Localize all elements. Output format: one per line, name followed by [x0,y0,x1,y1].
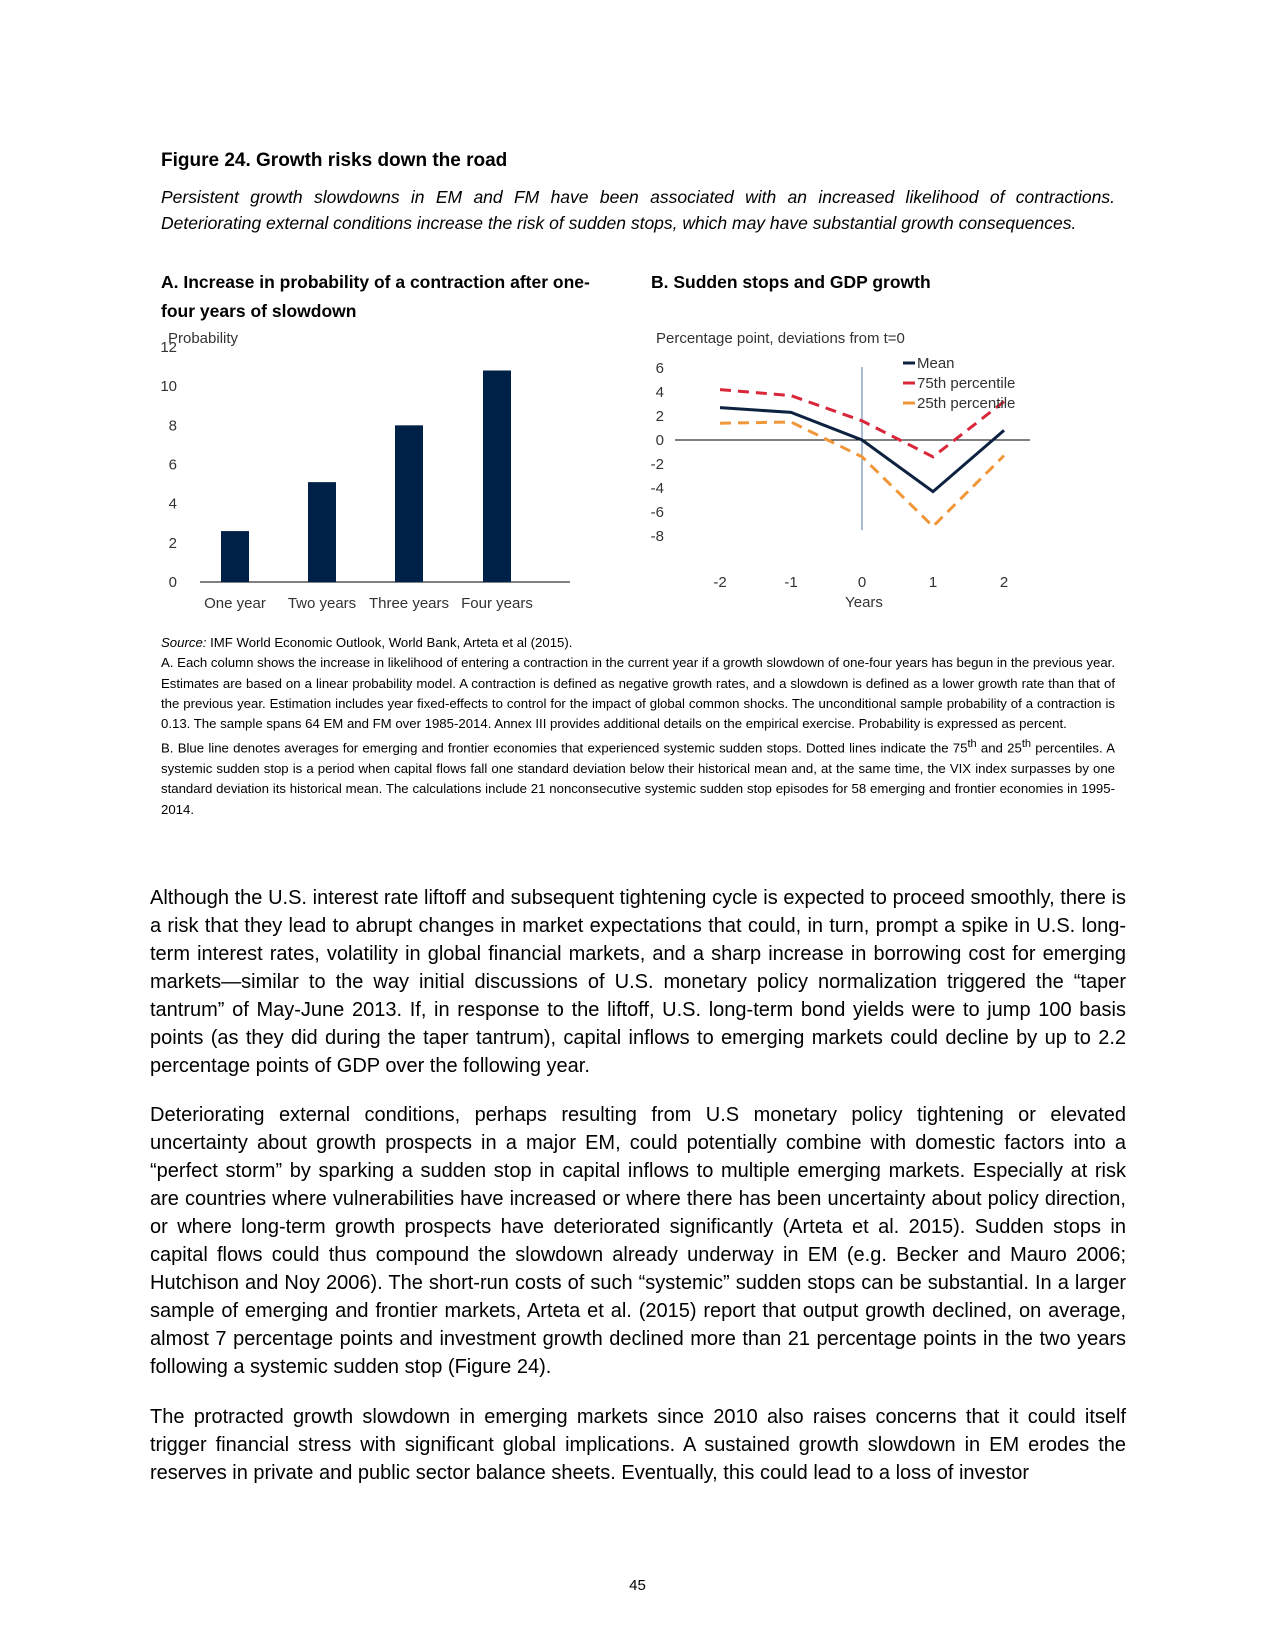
chart-b-ytick-5: -4 [650,480,664,497]
chart-b-ylabel: Percentage point, deviations from t=0 [656,330,905,347]
chart-b-ytick-2: 2 [655,408,664,425]
chart-a-ytick-1: 2 [168,534,177,552]
figure-notes [161,633,1115,820]
chart-a-ytick-6: 12 [160,339,177,356]
chart-b-ytick-7: -8 [650,528,664,545]
chart-a-ylabel: Probability [168,330,239,347]
bar-2 [395,425,423,582]
source-note [161,633,1115,653]
legend-label-1: 75th percentile [917,375,1016,392]
chart-a-xlabel-3: Four years [461,595,533,612]
source-text: IMF World Economic Outlook, World Bank, Arteta et al (2015). [206,635,573,650]
body-paragraph-3: The protracted growth slowdown in emerging markets since 2010 also raises concerns that it could itself trigger financial stress with significant global implications. A sustained growth slowdown in EM erodes the reserves in private and public sector balance sheets. Eventually, this could lead to a loss of investor [150,1406,1126,1484]
chart-a-xlabel-0: One year [204,595,266,612]
page-number: 45 [629,1577,646,1594]
source-label: Source: [161,635,207,650]
chart-a-xlabels [204,595,533,612]
note-b [161,734,1115,820]
legend-label-0: Mean [917,355,955,372]
chart-b-ytick-1: 4 [655,384,664,401]
note-b-part-1: B. Blue line denotes averages for emerging and frontier economies that experienced systemic sudden stops. Dotted lines indicate the 75 [161,740,968,756]
chart-a-ytick-5: 10 [160,378,177,396]
bar-1 [308,482,336,582]
chart-b-ytick-6: -6 [650,504,664,521]
note-b-part-2: and 25 [976,740,1022,756]
chart-b-xtick-4: 2 [999,574,1009,591]
note-a: A. Each column shows the increase in likelihood of entering a contraction in the current year if a growth slowdown of one-four years has begun in the previous year. Estimates are based on a linear probability model. A contraction is defined as negative growth rates, and a slowdown is defined as a lower growth rate than that of the previous year. Estimation includes year fixed-effects to control for the impact of global common shocks. The unconditional sample probability of a contraction is 0.13. The sample spans 64 EM and FM over 1985-2014. Annex III provides additional details on the empirical exercise. Probability is expressed as percent. [161,655,1115,732]
chart-b-xtick-3: 1 [928,574,938,591]
chart-a-xlabel-1: Two years [287,595,357,612]
note-b-sup-1: th [967,738,977,751]
chart-b-ytick-4: -2 [650,456,664,473]
bar-chart [150,325,580,615]
chart-a-ytick-2: 4 [168,495,177,513]
bar-0 [221,531,249,582]
chart-a-ytick-4: 8 [168,417,177,435]
chart-b-xtick-0: -2 [713,574,727,591]
chart-b-xticks [713,574,1008,591]
chart-b-legend [903,355,1015,412]
chart-a-bars [221,371,511,583]
chart-b-xtick-2: 0 [857,574,867,591]
chart-a-yticks [160,339,177,591]
line-chart [640,325,1070,615]
figure-subtitle: Persistent growth slowdowns in EM and FM have been associated with an increased likelihood of contractions. Deteriorating external conditions increase the risk of sudden stops, which may have substantial growth consequences. [161,187,1115,233]
legend-label-2: 25th percentile [917,395,1016,412]
note-b-sup-2: th [1021,738,1031,751]
panel-b-title: B. Sudden stops and GDP growth [651,272,931,292]
chart-a-ytick-3: 6 [168,456,177,474]
body-paragraph-2: Deteriorating external conditions, perhaps resulting from U.S monetary policy tightening or elevated uncertainty about growth prospects in a major EM, could potentially combine with domestic factors into a “perfect storm” by sparking a sudden stop in capital inflows to multiple emerging markets. Especially at risk are countries where vulnerabilities have increased or where there has been uncertainty about policy direction, or where long-term growth prospects have deteriorated significantly (Arteta et al. 2015). Sudden stops in capital flows could thus compound the slowdown already underway in EM (e.g. Becker and Mauro 2006; Hutchison and Noy 2006). The short-run costs of such “systemic” sudden stops can be substantial. In a larger sample of emerging and frontier markets, Arteta et al. (2015) report that output growth declined, on average, almost 7 percentage points and investment growth declined more than 21 percentage points in the two years following a systemic sudden stop (Figure 24). [150,1104,1126,1378]
chart-a-ytick-0: 0 [168,574,177,591]
body-paragraph-1: Although the U.S. interest rate liftoff and subsequent tightening cycle is expected to proceed smoothly, there is a risk that they lead to abrupt changes in market expectations that could, in turn, prompt a spike in U.S. long-term interest rates, volatility in global financial markets, and a sharp increase in borrowing cost for emerging markets—similar to the way initial discussions of U.S. monetary policy normalization triggered the “taper tantrum” of May-June 2013. If, in response to the liftoff, U.S. long-term bond yields were to jump 100 basis points (as they did during the taper tantrum), capital inflows to emerging markets could decline by up to 2.2 percentage points of GDP over the following year. [150,887,1126,1077]
note-b-part-3: percentiles. A systemic sudden stop is a period when capital flows fall one standard deviation below their historical mean and, at the same time, the VIX index surpasses by one standard deviation its historical mean. The calculations include 21 nonconsecutive systemic sudden stop episodes for 58 emerging and frontier economies in 1995-2014. [161,740,1115,817]
chart-b-xlabel: Years [845,594,883,611]
chart-b-yticks [651,360,664,545]
bar-3 [483,371,511,583]
chart-a-xlabel-2: Three years [368,595,450,612]
panel-a-title: A. Increase in probability of a contraction after one-four years of slowdown [161,272,590,321]
chart-b-ytick-0: 6 [655,360,664,377]
chart-b-xtick-1: -1 [784,574,798,591]
figure-title: Figure 24. Growth risks down the road [161,150,508,171]
chart-b-ytick-3: 0 [655,432,664,449]
